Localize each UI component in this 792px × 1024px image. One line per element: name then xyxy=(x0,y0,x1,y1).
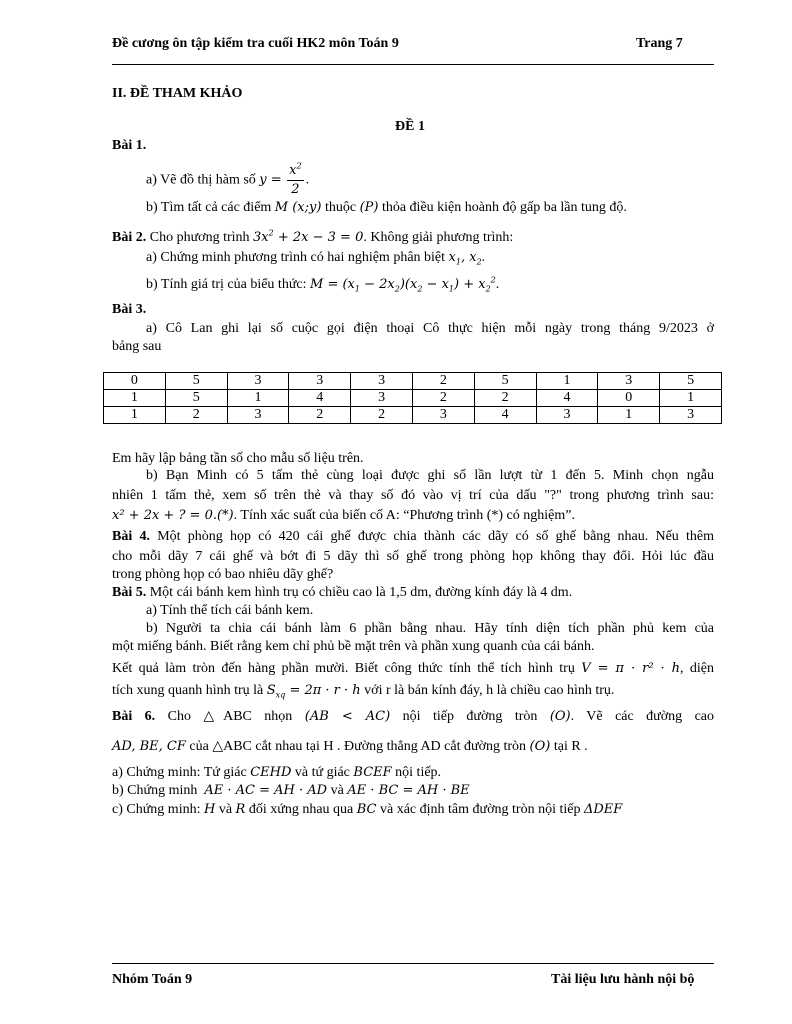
bai2-b: b) Tính giá trị của biểu thức: $M = (x_1 - 2x_2)(x_2 - x_1) + x_2^2$. xyxy=(146,275,500,294)
bai6-c-mid1: và xyxy=(218,802,233,817)
bai4-line1 xyxy=(112,528,714,545)
bai5-note-line1 xyxy=(112,660,714,677)
table-cell: 4 xyxy=(289,390,351,407)
bai2-a-roots: $x_1$, $x_2$ xyxy=(448,250,482,267)
bai1-a-exp: 2 xyxy=(296,161,302,171)
table-cell: 4 xyxy=(474,407,536,424)
bai2-intro-end: . Không giải phương trình: xyxy=(363,230,514,245)
page-header-title: Đề cương ôn tập kiểm tra cuối HK2 môn Toán 9 xyxy=(112,36,399,51)
table-cell: 3 xyxy=(536,407,598,424)
bai2-b-expression: $M = (x_1 - 2x_2)(x_2 - x_1) + x_2^2$ xyxy=(310,275,496,294)
call-data-table xyxy=(103,372,722,424)
bai2-intro xyxy=(112,229,714,246)
bai1-b xyxy=(146,199,714,216)
bai5-note-line1-b: , diện xyxy=(680,661,714,676)
table-cell: 5 xyxy=(165,373,227,390)
bai3-label: Bài 3. xyxy=(112,302,147,317)
table-cell: 1 xyxy=(227,390,289,407)
table-row xyxy=(104,390,722,407)
bai6-b-eq2: AE · BC = AH · BE xyxy=(347,783,470,798)
bai6-label: Bài 6. xyxy=(112,709,156,724)
bai5-area-formula: $S_{xq} = 2\pi \cdot r \cdot h$ xyxy=(266,683,361,700)
bai1-label: Bài 1. xyxy=(112,138,147,153)
header-rule xyxy=(112,64,714,65)
bai1-a: a) Vẽ đồ thị hàm số y = $\frac{x^2}{2}$ . xyxy=(146,161,310,197)
bai6-a xyxy=(112,764,714,781)
bai6-line1-d: (O) xyxy=(549,709,571,724)
bai1-b-mid: thuộc xyxy=(324,200,357,215)
bai5-line1-text: Một cái bánh kem hình trụ có chiều cao là 1,5 dm, đường kính đáy là 4 dm. xyxy=(149,585,573,600)
bai1-b-pt: M (x;y) xyxy=(274,200,322,215)
bai6-line2-c: (O) xyxy=(529,739,551,754)
bai2-a-text: a) Chứng minh phương trình có hai nghiệm phân biệt xyxy=(146,250,446,265)
bai5-note-line2-a: tích xung quanh hình trụ là xyxy=(112,683,264,698)
bai3-b-equation: x² + 2x + ? = 0.(*) xyxy=(112,508,234,523)
table-cell: 3 xyxy=(289,373,351,390)
bai6-c-def: ΔDEF xyxy=(583,802,623,817)
bai4-line2: cho mỗi dãy 7 cái ghế và bớt đi 5 dãy thì số ghế trong phòng họp không thay đổi. Hỏi lúc đầu xyxy=(112,549,714,564)
footer-left: Nhóm Toán 9 xyxy=(112,972,193,987)
bai5-note-line2 xyxy=(112,682,714,699)
table-cell: 3 xyxy=(351,390,413,407)
bai1-b-p: (P) xyxy=(359,200,379,215)
bai4-line3: trong phòng họp có bao nhiêu dãy ghế? xyxy=(112,567,334,582)
bai6-b-pre: b) Chứng minh xyxy=(112,783,198,798)
table-cell: 2 xyxy=(165,407,227,424)
table-cell: 2 xyxy=(474,390,536,407)
bai6-altitudes: AD, BE, CF xyxy=(112,739,186,754)
bai2-a: a) Chứng minh phương trình có hai nghiệm phân biệt $x_1$, $x_2$. xyxy=(146,250,486,267)
bai3-b-line3-rest: . Tính xác suất của biến cố A: “Phương trình (*) có nghiệm”. xyxy=(233,508,575,523)
bai5-b-line1: b) Người ta chia cái bánh làm 6 phần bằng nhau. Hãy tính diện tích phần phủ kem của xyxy=(146,621,714,636)
table-cell: 1 xyxy=(104,390,166,407)
bai5-volume-formula: V = π · r² · h xyxy=(581,661,681,676)
bai6-c-h: H xyxy=(203,802,216,817)
table-cell: 3 xyxy=(227,407,289,424)
table-cell: 1 xyxy=(660,390,722,407)
bai6-a-post: nội tiếp. xyxy=(395,765,442,780)
bai6-line1-b: (AB < AC) xyxy=(304,709,391,724)
table-cell: 3 xyxy=(412,407,474,424)
table-cell: 5 xyxy=(165,390,227,407)
bai6-line2-b: của △ABC cắt nhau tại H . Đường thẳng AD cắt đường tròn xyxy=(189,739,527,754)
bai2-label: Bài 2. xyxy=(112,230,147,245)
bai6-b xyxy=(112,782,714,799)
bai6-a-pre: a) Chứng minh: Tứ giác xyxy=(112,765,247,780)
bai2-equation: $3x^2 + 2x - 3 = 0$ xyxy=(253,228,364,245)
bai3-b-line3 xyxy=(112,507,714,524)
bai1-a-text: a) Vẽ đồ thị hàm số xyxy=(146,172,256,188)
bai6-line1-a: Cho △ABC nhọn xyxy=(167,709,293,724)
bai6-c-mid2: đối xứng nhau qua xyxy=(248,802,354,817)
table-row xyxy=(104,373,722,390)
bai6-line1-c: nội tiếp đường tròn xyxy=(402,709,538,724)
bai6-line2-d: tại R . xyxy=(553,739,588,754)
bai5-label: Bài 5. xyxy=(112,585,147,600)
bai4-label: Bài 4. xyxy=(112,529,150,544)
table-cell: 5 xyxy=(474,373,536,390)
table-row xyxy=(104,407,722,424)
exam-title: ĐỀ 1 xyxy=(395,119,425,134)
bai1-a-fraction xyxy=(287,162,303,199)
bai6-a-mid: và tứ giác xyxy=(294,765,350,780)
section-title: II. ĐỀ THAM KHẢO xyxy=(112,86,243,101)
bai6-c-post: và xác định tâm đường tròn nội tiếp xyxy=(380,802,581,817)
bai6-c xyxy=(112,801,714,818)
bai6-a-q2: BCEF xyxy=(353,765,392,780)
table-cell: 3 xyxy=(351,373,413,390)
table-cell: 1 xyxy=(104,407,166,424)
bai3-b-line1: b) Bạn Minh có 5 tấm thẻ cùng loại được ghi số lần lượt từ 1 đến 5. Minh chọn ngẫu xyxy=(146,468,714,483)
table-cell: 1 xyxy=(536,373,598,390)
bai5-b-line2: một miếng bánh. Biết rằng kem chỉ phủ bề mặt trên và phần xung quanh của cái bánh. xyxy=(112,639,595,654)
bai4-line1-text: Một phòng họp có 420 cái ghế được chia thành các dãy có số ghế bằng nhau. Nếu thêm xyxy=(157,529,715,544)
bai3-a-line2: bảng sau xyxy=(112,339,162,354)
bai2-intro-text: Cho phương trình xyxy=(149,230,250,245)
footer-rule xyxy=(112,963,714,964)
table-cell: 4 xyxy=(536,390,598,407)
bai1-a-den: 2 xyxy=(291,182,300,197)
bai6-a-q1: CEHD xyxy=(250,765,292,780)
bai5-note-line1-a: Kết quả làm tròn đến hàng phần mười. Biết công thức tính thể tích hình trụ xyxy=(112,661,575,676)
bai5-note-line2-b: với r là bán kính đáy, h là chiều cao hình trụ. xyxy=(364,683,615,698)
bai2-b-text: b) Tính giá trị của biểu thức: xyxy=(146,277,307,292)
table-cell: 1 xyxy=(598,407,660,424)
bai6-c-pre: c) Chứng minh: xyxy=(112,802,201,817)
table-cell: 3 xyxy=(598,373,660,390)
bai5-line1 xyxy=(112,584,714,601)
bai6-b-mid: và xyxy=(330,783,344,798)
bai6-line1-e: . Vẽ các đường cao xyxy=(570,709,714,724)
table-cell: 2 xyxy=(412,373,474,390)
bai6-b-eq1: AE · AC = AH · AD xyxy=(204,783,328,798)
table-cell: 2 xyxy=(351,407,413,424)
table-cell: 2 xyxy=(412,390,474,407)
table-cell: 5 xyxy=(660,373,722,390)
bai3-after-table: Em hãy lập bảng tần số cho mẫu số liệu trên. xyxy=(112,451,364,466)
table-cell: 3 xyxy=(660,407,722,424)
table-cell: 2 xyxy=(289,407,351,424)
bai6-line2 xyxy=(112,738,714,755)
bai1-a-lhs: y = xyxy=(259,172,282,188)
bai6-line1 xyxy=(112,708,714,725)
page-number: Trang 7 xyxy=(636,36,683,51)
bai3-b-line2: nhiên 1 tấm thẻ, xem số trên thẻ và thay số đó vào vị trí của dấu "?" trong phương trình sau: xyxy=(112,488,714,503)
footer-right: Tài liệu lưu hành nội bộ xyxy=(551,972,695,987)
bai6-c-bc: BC xyxy=(356,802,377,817)
table-cell: 0 xyxy=(104,373,166,390)
bai1-b-pre: b) Tìm tất cả các điểm xyxy=(146,200,272,215)
bai1-a-num: x xyxy=(289,163,297,178)
bai3-a-line1: a) Cô Lan ghi lại số cuộc gọi điện thoại Cô thực hiện mỗi ngày trong tháng 9/2023 ở xyxy=(146,321,714,336)
bai1-b-post: thỏa điều kiện hoành độ gấp ba lần tung độ. xyxy=(381,200,627,215)
bai6-c-r: R xyxy=(235,802,246,817)
table-cell: 0 xyxy=(598,390,660,407)
table-cell: 3 xyxy=(227,373,289,390)
bai5-a: a) Tính thể tích cái bánh kem. xyxy=(146,603,314,618)
